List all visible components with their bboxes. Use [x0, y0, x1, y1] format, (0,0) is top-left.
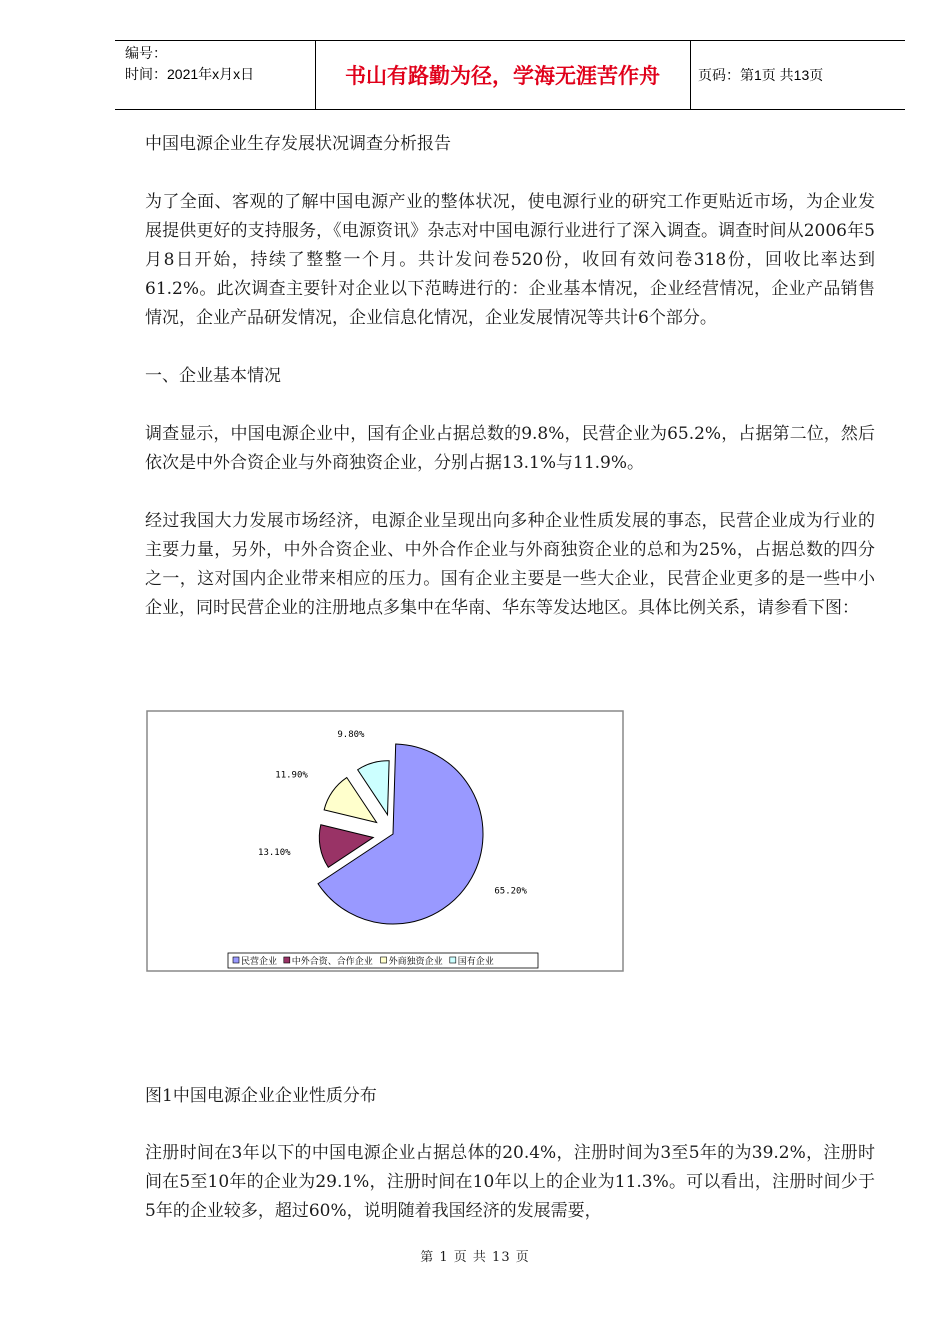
legend-swatch	[381, 957, 387, 963]
intro-paragraph: 为了全面、客观的了解中国电源产业的整体状况，使电源行业的研究工作更贴近市场，为企业发展提供更好的支持服务，《电源资讯》杂志对中国电源行业进行了深入调查。调查时间从2006年5月8日开始，持续了整整一个月。共计发问卷520份，收回有效问卷318份，回收比率达到61.2%。此次调查主要针对企业以下范畴进行的：企业基本情况，企业经营情况，企业产品销售情况，企业产品研发情况，企业信息化情况，企业发展情况等共计6个部分。	[145, 192, 875, 328]
legend-label: 民营企业	[241, 957, 278, 967]
paragraph: 经过我国大力发展市场经济，电源企业呈现出向多种企业性质发展的事态，民营企业成为行业的主要力量，另外，中外合资企业、中外合作企业与外商独资企业的总和为25%，占据总数的四分之一，这对国内企业带来相应的压力。国有企业主要是一些大企业，民营企业更多的是一些中小企业，同时民营企业的注册地点多集中在华南、华东等发达地区。具体比例关系，请参看下图：	[145, 511, 875, 618]
legend-label: 外商独资企业	[388, 957, 443, 967]
slice-label: 65.20%	[494, 886, 527, 897]
legend-swatch	[233, 957, 239, 963]
paragraph: 注册时间在3年以下的中国电源企业占据总体的20.4%，注册时间为3至5年的为39.2%，注册时间在5至10年的企业为29.1%，注册时间在10年以上的企业为11.3%。可以看出，注册时间少于5年的企业较多，超过60%，说明随着我国经济的发展需要，	[145, 1143, 875, 1221]
legend-swatch	[284, 957, 290, 963]
document-title: 中国电源企业生存发展状况调查分析报告	[145, 134, 451, 154]
header-page-info: 页码：第1页 共13页	[698, 67, 824, 83]
header-divider	[690, 41, 691, 109]
figure-caption: 图1中国电源企业企业性质分布	[145, 1086, 377, 1106]
legend-swatch	[450, 957, 456, 963]
pie-chart	[145, 710, 625, 1028]
number-label: 编号：	[125, 45, 167, 61]
paragraph: 调查显示，中国电源企业中，国有企业占据总数的9.8%，民营企业为65.2%，占据第二位，然后依次是中外合资企业与外商独资企业，分别占据13.1%与11.9%。	[145, 424, 875, 473]
document-body	[145, 130, 875, 623]
section-heading: 一、企业基本情况	[145, 366, 281, 386]
page-footer: 第 1 页 共 13 页	[420, 1250, 530, 1265]
legend-label: 中外合资、合作企业	[291, 957, 373, 967]
header-meta	[125, 43, 315, 85]
slice-label: 11.90%	[275, 770, 308, 781]
slice-label: 9.80%	[337, 729, 365, 740]
legend-label: 国有企业	[457, 957, 494, 967]
header-motto: 书山有路勤为径，学海无涯苦作舟	[345, 64, 660, 88]
time-label: 时间：2021年x月x日	[125, 66, 255, 82]
slice-label: 13.10%	[258, 848, 291, 859]
page-header	[115, 40, 905, 110]
pie-chart-figure	[145, 710, 625, 1028]
